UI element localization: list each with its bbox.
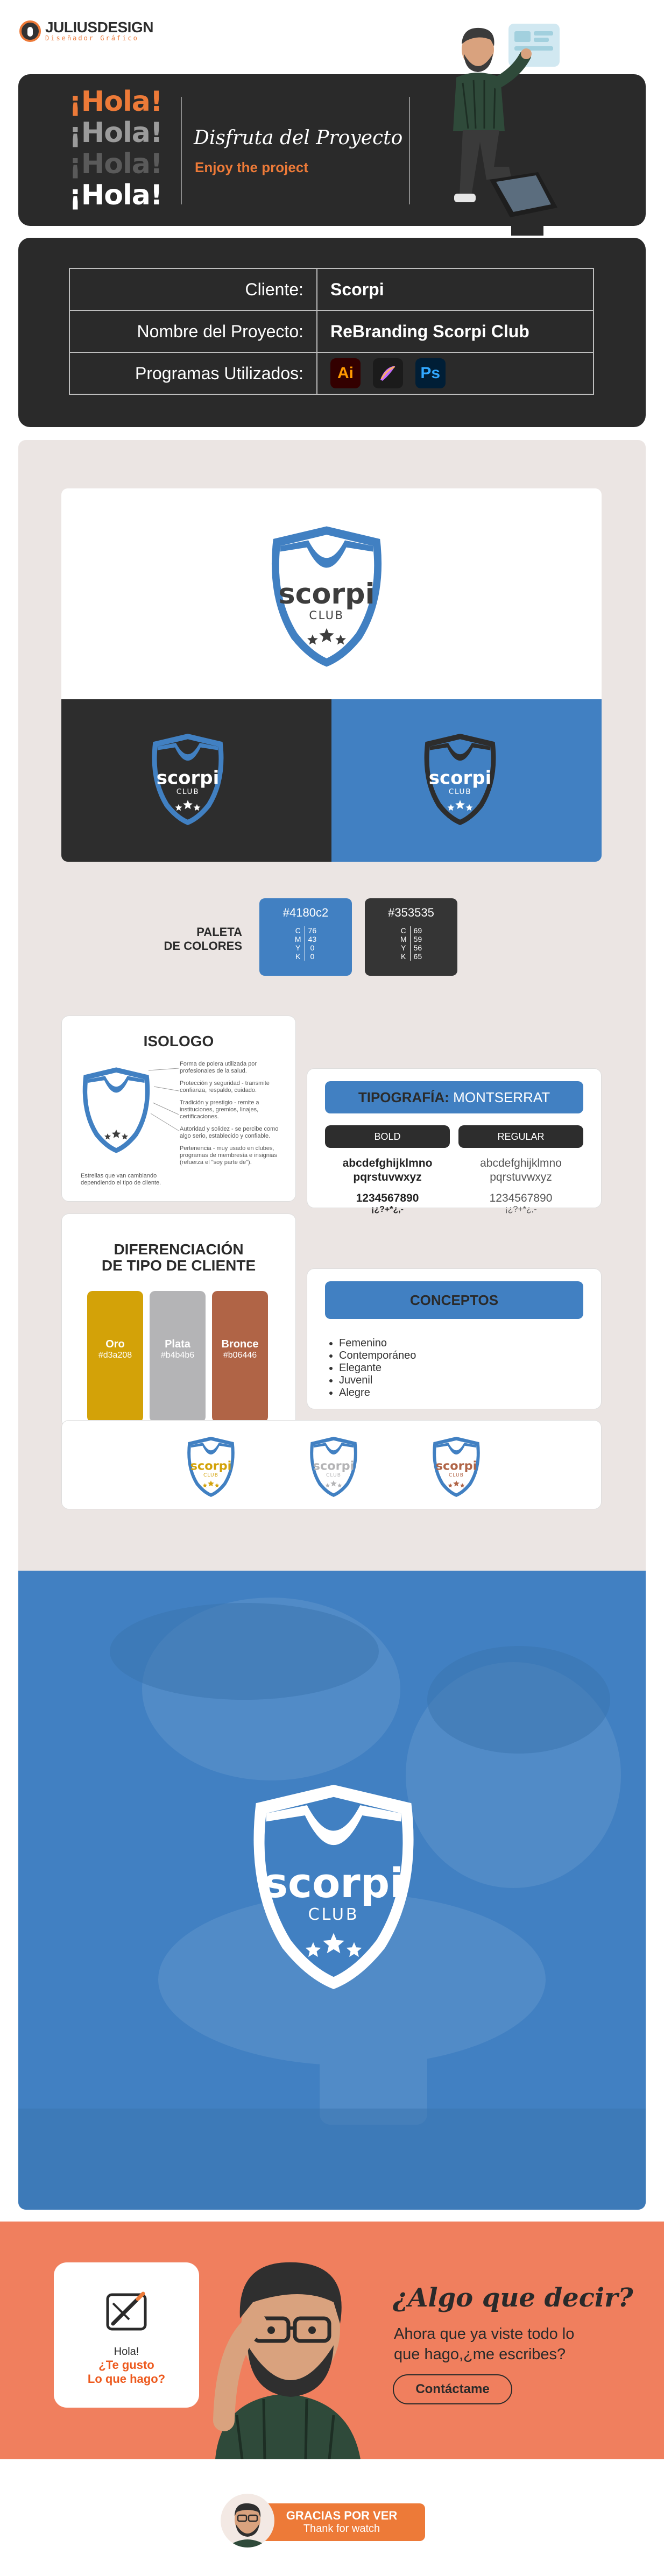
info-value: Scorpi [317,268,594,310]
hero-divider [181,97,182,204]
thanks-title: GRACIAS POR VER [286,2509,398,2522]
palette-title [145,925,242,953]
type-sample-regular [458,1156,583,1215]
contact-body-line: que hago,¿me escribes? [394,2346,566,2363]
tier-hex: #b06446 [223,1351,257,1360]
cmyk-table: C 69 M 59 Y 56 K 65 [397,926,425,961]
info-label: Nombre del Proyecto: [69,310,317,352]
type-sample-digits: 1234567890 [356,1192,419,1204]
scorpi-logo-silver-tier [303,1434,364,1500]
contact-button[interactable]: Contáctame [393,2374,512,2404]
contact-card [54,2262,199,2408]
color-swatch-blue [259,898,352,976]
isologo-notes [180,1061,287,1166]
client-types-title-line: DIFERENCIACIÓN [114,1241,244,1258]
thanks-badge [221,2494,438,2545]
brand-subtitle: Diseñador Gráfico [45,34,139,42]
hola-line: ¡Hola! [69,117,163,149]
type-sample-bold [325,1156,450,1215]
project-info-table [69,268,594,395]
cmyk-table: C 76 M 43 Y 0 K 0 [292,926,320,961]
svg-text:scorpi: scorpi [435,1459,477,1473]
list-item: • Alegre [339,1387,522,1399]
client-types-title-line: DE TIPO DE CLIENTE [101,1257,256,1274]
tier-name: Oro [105,1338,125,1350]
tier-name: Bronce [221,1338,259,1350]
tier-swatch-bronze [212,1291,268,1422]
svg-text:scorpi: scorpi [190,1459,232,1473]
color-swatch-dark [365,898,457,976]
typography-font-name: MONTSERRAT [453,1089,550,1105]
svg-text:CLUB: CLUB [309,608,344,622]
shield-logo-graphic [142,729,234,829]
scorpi-logo-main [256,521,397,672]
svg-text:CLUB: CLUB [449,1472,464,1478]
tier-name: Plata [165,1338,190,1350]
tier-hex: #b4b4b6 [160,1351,195,1360]
type-sample-digits: 1234567890 [489,1192,553,1204]
brand-mark-icon [19,20,41,42]
svg-text:CLUB: CLUB [448,787,472,797]
svg-text:scorpi: scorpi [428,767,492,789]
isologo-leader-lines [149,1065,181,1146]
list-item: • Femenino [339,1337,522,1350]
shield-logo-graphic [426,1434,486,1500]
svg-text:scorpi: scorpi [263,1859,404,1907]
swatch-hex: #4180c2 [282,906,329,919]
svg-text:CLUB: CLUB [176,787,200,797]
type-sample-symbols: ¡¿?+*¿,- [371,1205,404,1214]
shield-logo-graphic [303,1434,364,1500]
isologo-diagram-shield [73,1064,159,1156]
designer-avatar-illustration [204,2238,371,2459]
isologo-title: ISOLOGO [143,1033,214,1049]
palette-title-line: PALETA [196,925,242,939]
svg-text:scorpi: scorpi [156,767,220,789]
shield-logo-graphic [414,729,506,829]
scorpi-logo-blue-variant [414,729,506,829]
typography-title [325,1081,583,1113]
svg-text:CLUB: CLUB [203,1472,218,1478]
isologo-stars-note: Estrellas que van cambiando dependiendo el tipo de cliente. [81,1173,161,1186]
hero-divider [409,97,410,204]
list-item: • Juvenil [339,1374,522,1387]
procreate-icon [373,358,403,388]
isologo-note: Forma de polera utilizada por profesionales de la salud. [180,1061,257,1074]
hola-line: ¡Hola! [69,179,163,211]
type-sample-symbols: ¡¿?+*¿,- [505,1205,537,1214]
svg-text:scorpi: scorpi [278,578,375,611]
tier-swatch-gold [87,1291,143,1422]
hola-line: ¡Hola! [69,148,163,180]
brand-name: JULIUSDESIGN [45,19,153,36]
info-label: Programas Utilizados: [69,352,317,394]
hero-tagline-script: Disfruta del Proyecto [194,127,403,149]
tier-hex: #d3a208 [98,1351,132,1360]
type-sample-letters: abcdefghijklmno pqrstuvwxyz [342,1157,433,1183]
tier-swatch-silver [150,1291,206,1422]
typography-label: TIPOGRAFÍA: [358,1089,449,1105]
hola-line: ¡Hola! [69,86,163,118]
contact-body [394,2324,574,2365]
contact-card-question: Lo que hago? [87,2372,166,2386]
brand-logo-block [19,20,153,42]
concepts-title: CONCEPTOS [325,1281,583,1319]
palette-title-line: DE COLORES [164,939,242,953]
designer-tools-icon [97,2287,156,2341]
isologo-note: Tradición y prestigio - remite a instituciones, gremios, linajes, certificaciones. [180,1099,259,1120]
shield-logo-graphic [181,1434,241,1500]
shield-logo-graphic [256,521,397,672]
concepts-list [307,1337,522,1399]
scorpi-logo-bronze-tier [426,1434,486,1500]
designer-character-illustration [430,18,565,244]
weight-label-bold: BOLD [325,1125,450,1148]
scorpi-logo-gold-tier [181,1434,241,1500]
contact-heading: ¿Algo que decir? [393,2283,633,2313]
isologo-note: Pertenencia - muy usado en clubes, programas de membresía e insignias (refuerza el "soy parte de"). [180,1145,277,1166]
swatch-hex: #353535 [388,906,434,919]
type-sample-letters: abcdefghijklmno pqrstuvwxyz [480,1157,562,1183]
hero-tagline-english: Enjoy the project [195,159,308,175]
shield-logo-graphic [231,1776,436,1998]
shield-logo-graphic [73,1064,159,1156]
scorpi-logo-dark-variant [142,729,234,829]
scorpi-logo-hero-white [231,1776,436,1998]
isologo-note: Protección y seguridad - transmite confianza, respaldo, cuidado. [180,1080,270,1094]
thanks-pill [258,2503,425,2541]
weight-label-regular: REGULAR [458,1125,583,1148]
info-programs [317,352,594,394]
list-item: • Elegante [339,1362,522,1374]
info-value: ReBranding Scorpi Club [317,310,594,352]
table-row [69,268,594,310]
client-types-title [61,1241,296,1274]
isologo-note: Autoridad y solidez - se percibe como algo serio, establecido y confiable. [180,1126,279,1139]
table-row [69,352,594,394]
svg-text:scorpi: scorpi [313,1459,355,1473]
contact-card-question: ¿Te gusto [98,2358,154,2372]
svg-text:CLUB: CLUB [326,1472,341,1478]
info-label: Cliente: [69,268,317,310]
contact-card-hello: Hola! [114,2346,139,2358]
contact-body-line: Ahora que ya viste todo lo [394,2325,575,2343]
thanks-subtitle: Thank for watch [303,2523,380,2535]
photoshop-icon: Ps [415,358,446,388]
svg-text:CLUB: CLUB [308,1905,359,1924]
illustrator-icon: Ai [330,358,361,388]
table-row [69,310,594,352]
hero-hola-stack [69,86,163,211]
thanks-avatar [221,2494,274,2547]
list-item: • Contemporáneo [339,1350,522,1362]
